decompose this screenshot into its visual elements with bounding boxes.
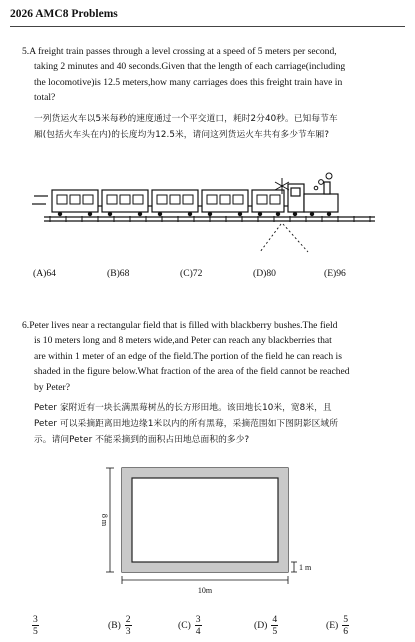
fraction-numerator: 5 xyxy=(343,614,349,625)
q6-choice-a[interactable] xyxy=(28,614,39,637)
q5-text-en xyxy=(22,44,394,106)
q6-en-line: are within 1 meter of an edge of the field.The portion of the field he can reach is xyxy=(34,350,342,362)
q5-choice-d[interactable]: (D)80 xyxy=(253,268,276,279)
fraction-numerator: 2 xyxy=(125,614,131,625)
q6-choice-d[interactable] xyxy=(254,614,278,637)
q6-choice-e[interactable] xyxy=(326,614,349,637)
q6-choice-label: (C) xyxy=(178,620,191,631)
border-label: 1 m xyxy=(299,563,312,572)
fraction-numerator: 3 xyxy=(195,614,201,625)
q5-zh-line: 一列货运火车以5米每秒的速度通过一个平交道口，耗时2分40秒。已知每节车 xyxy=(34,114,338,124)
q6-choice-b[interactable] xyxy=(108,614,132,637)
fraction xyxy=(125,614,132,637)
fraction xyxy=(271,614,278,637)
q6-en-line: shaded in the figure below.What fraction of the area of the field cannot be reached xyxy=(34,366,350,378)
q6-choice-label: (B) xyxy=(108,620,121,631)
field-inner xyxy=(132,478,278,562)
q6-choice-c[interactable] xyxy=(178,614,202,637)
q6-zh-line: Peter 家附近有一块长满黑莓树丛的长方形田地。该田地长10米，宽8米，且 xyxy=(34,403,332,413)
fraction-denominator: 5 xyxy=(33,626,38,637)
q6-zh-line: Peter 可以采摘距离田地边缘1米以内的所有黑莓，采摘范围如下图阴影区域所 xyxy=(34,419,338,429)
fraction xyxy=(342,614,349,637)
fraction-denominator: 5 xyxy=(272,626,278,637)
q5-zh-line: 厢(包括火车头在内)的长度均为12.5米，请问这列货运火车共有多少节车厢? xyxy=(34,130,330,140)
q6-choice-label: (D) xyxy=(254,620,268,631)
page-title: 2026 AMC8 Problems xyxy=(10,8,118,20)
header-rule xyxy=(10,26,405,27)
q5-choice-a[interactable]: (A)64 xyxy=(33,268,56,279)
q5-choice-c[interactable]: (C)72 xyxy=(180,268,203,279)
q6-en-line: 6.Peter lives near a rectangular field that is filled with blackberry bushes.The field xyxy=(22,320,338,331)
fraction-denominator: 4 xyxy=(195,626,201,637)
fraction-denominator: 3 xyxy=(125,626,131,637)
train-figure xyxy=(30,172,395,254)
q6-choice-label: (E) xyxy=(326,620,339,631)
fraction xyxy=(195,614,202,637)
height-label: 8 m xyxy=(100,513,109,527)
q6-zh-line: 示。请问Peter 不能采摘到的面积占田地总面积的多少? xyxy=(34,435,250,445)
fraction-numerator: 3 xyxy=(33,614,38,625)
q6-text-en xyxy=(22,318,394,395)
q6-en-line: is 10 meters long and 8 meters wide,and Peter can reach any blackberries that xyxy=(34,335,332,347)
field-figure xyxy=(88,462,328,596)
q5-en-line: 5.A freight train passes through a level crossing at a speed of 5 meters per second, xyxy=(22,46,337,57)
q5-en-line: total? xyxy=(34,92,56,104)
q5-choice-b[interactable]: (B)68 xyxy=(107,268,130,279)
fraction-denominator: 6 xyxy=(343,626,349,637)
q5-choice-e[interactable]: (E)96 xyxy=(324,268,346,279)
fraction-numerator: 4 xyxy=(272,614,278,625)
fraction xyxy=(32,614,39,637)
width-label: 10m xyxy=(197,586,213,595)
q5-en-line: the locomotive)is 12.5 meters,how many carriages does this freight train have in xyxy=(34,76,343,88)
q6-choices xyxy=(28,614,408,642)
q5-en-line: taking 2 minutes and 40 seconds.Given that the length of each carriage(including xyxy=(34,61,346,73)
q6-en-line: by Peter? xyxy=(34,381,70,393)
q6-text-zh xyxy=(34,400,394,448)
q5-text-zh xyxy=(34,111,394,143)
